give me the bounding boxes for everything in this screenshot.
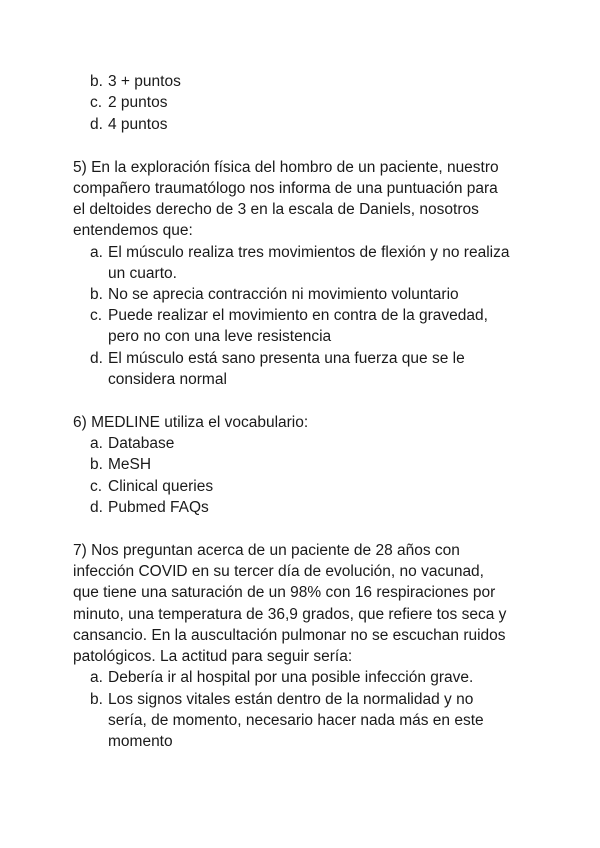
option-d: d. 4 puntos: [90, 116, 168, 133]
question-7-text: 7) Nos preguntan acerca de un paciente de 28 años con: [73, 542, 460, 559]
question-5-text: entendemos que:: [73, 222, 193, 239]
question-5-option-d-cont: considera normal: [108, 371, 227, 388]
question-6-text: 6) MEDLINE utiliza el vocabulario:: [73, 414, 309, 431]
question-7-option-a: a. Debería ir al hospital por una posible infección grave.: [90, 669, 474, 686]
question-5-option-d: d. El músculo está sano presenta una fuerza que se le: [90, 350, 465, 367]
question-7-text: infección COVID en su tercer día de evolución, no vacunad,: [73, 563, 484, 580]
question-7-text: patológicos. La actitud para seguir sería:: [73, 648, 353, 665]
question-5-option-c-cont: pero no con una leve resistencia: [108, 328, 332, 345]
question-5-option-a: a. El músculo realiza tres movimientos de flexión y no realiza: [90, 244, 510, 261]
question-7-option-b-cont: momento: [108, 733, 173, 750]
question-6-option-b: b. MeSH: [90, 456, 152, 473]
question-5-text: el deltoides derecho de 3 en la escala de Daniels, nosotros: [73, 201, 479, 218]
question-7-option-b: b. Los signos vitales están dentro de la normalidad y no: [90, 691, 474, 708]
question-6-option-a: a. Database: [90, 435, 175, 452]
question-7-text: cansancio. En la auscultación pulmonar no se escuchan ruidos: [73, 627, 506, 644]
option-c: c. 2 puntos: [90, 94, 168, 111]
question-7-text: que tiene una saturación de un 98% con 16 respiraciones por: [73, 584, 496, 601]
question-5-option-c: c. Puede realizar el movimiento en contra de la gravedad,: [90, 307, 488, 324]
question-6-option-d: d. Pubmed FAQs: [90, 499, 209, 516]
question-6-option-c: c. Clinical queries: [90, 478, 214, 495]
question-7-option-b-cont: sería, de momento, necesario hacer nada más en este: [108, 712, 484, 729]
question-7-text: minuto, una temperatura de 36,9 grados, que refiere tos seca y: [73, 606, 507, 623]
question-5-text: 5) En la exploración física del hombro de un paciente, nuestro: [73, 159, 499, 176]
question-5-option-a-cont: un cuarto.: [108, 265, 177, 282]
question-5-text: compañero traumatólogo nos informa de una puntuación para: [73, 180, 498, 197]
question-5-option-b: b. No se aprecia contracción ni movimiento voluntario: [90, 286, 459, 303]
option-b: b. 3 + puntos: [90, 73, 181, 90]
